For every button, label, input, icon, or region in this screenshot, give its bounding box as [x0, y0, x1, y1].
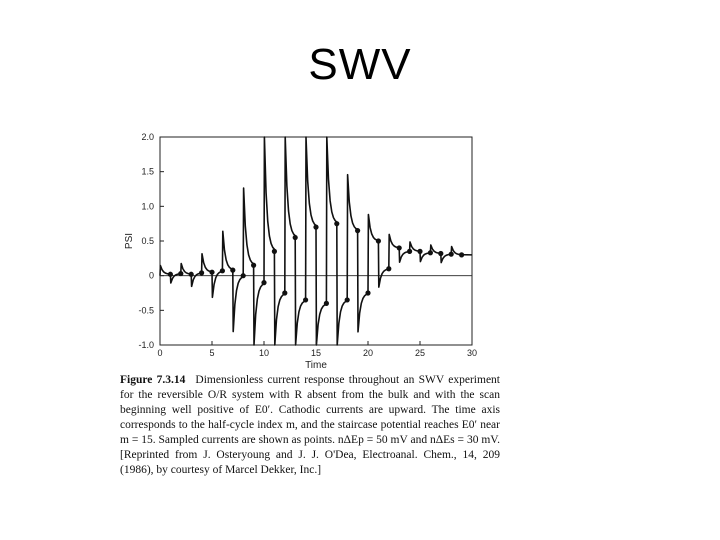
figure-caption: [120, 373, 500, 478]
x-tick-label: 30: [466, 348, 478, 358]
figure-label: Figure 7.3.14: [120, 374, 186, 386]
sample-point: [438, 251, 443, 256]
sample-point: [449, 252, 454, 257]
y-axis-label: PSI: [124, 232, 135, 250]
sample-point: [168, 272, 173, 277]
sample-point: [293, 235, 298, 240]
x-tick-label: 15: [310, 348, 322, 358]
sample-point: [397, 245, 402, 250]
sample-point: [324, 301, 329, 306]
y-tick-label: 0.5: [141, 236, 154, 246]
sample-point: [345, 297, 350, 302]
sample-point: [272, 249, 277, 254]
sample-point: [241, 273, 246, 278]
sample-point: [230, 268, 235, 273]
sample-point: [189, 272, 194, 277]
y-tick-label: 2.0: [141, 132, 154, 142]
y-tick-label: 1.5: [141, 166, 154, 177]
sample-point: [407, 249, 412, 254]
y-tick-label: 0: [148, 270, 154, 281]
sample-point: [209, 270, 214, 275]
sample-point: [282, 290, 287, 295]
sample-point: [459, 252, 464, 257]
sample-point: [178, 271, 183, 276]
x-tick-label: 0: [157, 348, 163, 358]
sample-point: [376, 238, 381, 243]
swv-chart: [110, 125, 490, 371]
sample-point: [355, 228, 360, 233]
y-tick-label: 1.0: [141, 201, 154, 212]
sample-point: [261, 280, 266, 285]
x-axis-label: Time: [305, 360, 327, 371]
sample-point: [365, 290, 370, 295]
sample-point: [220, 268, 225, 273]
x-tick-label: 20: [362, 348, 374, 358]
sample-point: [417, 249, 422, 254]
sample-point: [313, 225, 318, 230]
sample-point: [251, 263, 256, 268]
x-tick-label: 25: [414, 348, 426, 358]
y-tick-label: -0.5: [138, 305, 154, 316]
current-trace: [160, 137, 472, 345]
sample-point: [303, 297, 308, 302]
sample-point: [334, 221, 339, 226]
x-tick-label: 5: [209, 348, 215, 358]
sample-point: [428, 250, 433, 255]
slide-title: SWV: [308, 40, 412, 89]
figure-caption-text: Dimensionless current response throughout an SWV experiment for the reversible O/R system with R absent from the bulk and with the scan beginning well positive of E0′. Cathodic currents are upward. The time axis corresponds to the half-cycle index m, and the staircase potential reaches E0′ near m = 15. Sampled currents are shown as points. nΔEp = 50 mV and nΔEs = 30 mV. [Reprinted from J. Osteryoung and J. J. O'Dea, Electroanal. Chem., 14, 209 (1986), by courtesy of Marcel Dekker, Inc.]: [120, 374, 501, 476]
sample-point: [199, 270, 204, 275]
x-tick-label: 10: [258, 348, 270, 358]
y-tick-label: -1.0: [138, 340, 154, 350]
sample-point: [386, 266, 391, 271]
